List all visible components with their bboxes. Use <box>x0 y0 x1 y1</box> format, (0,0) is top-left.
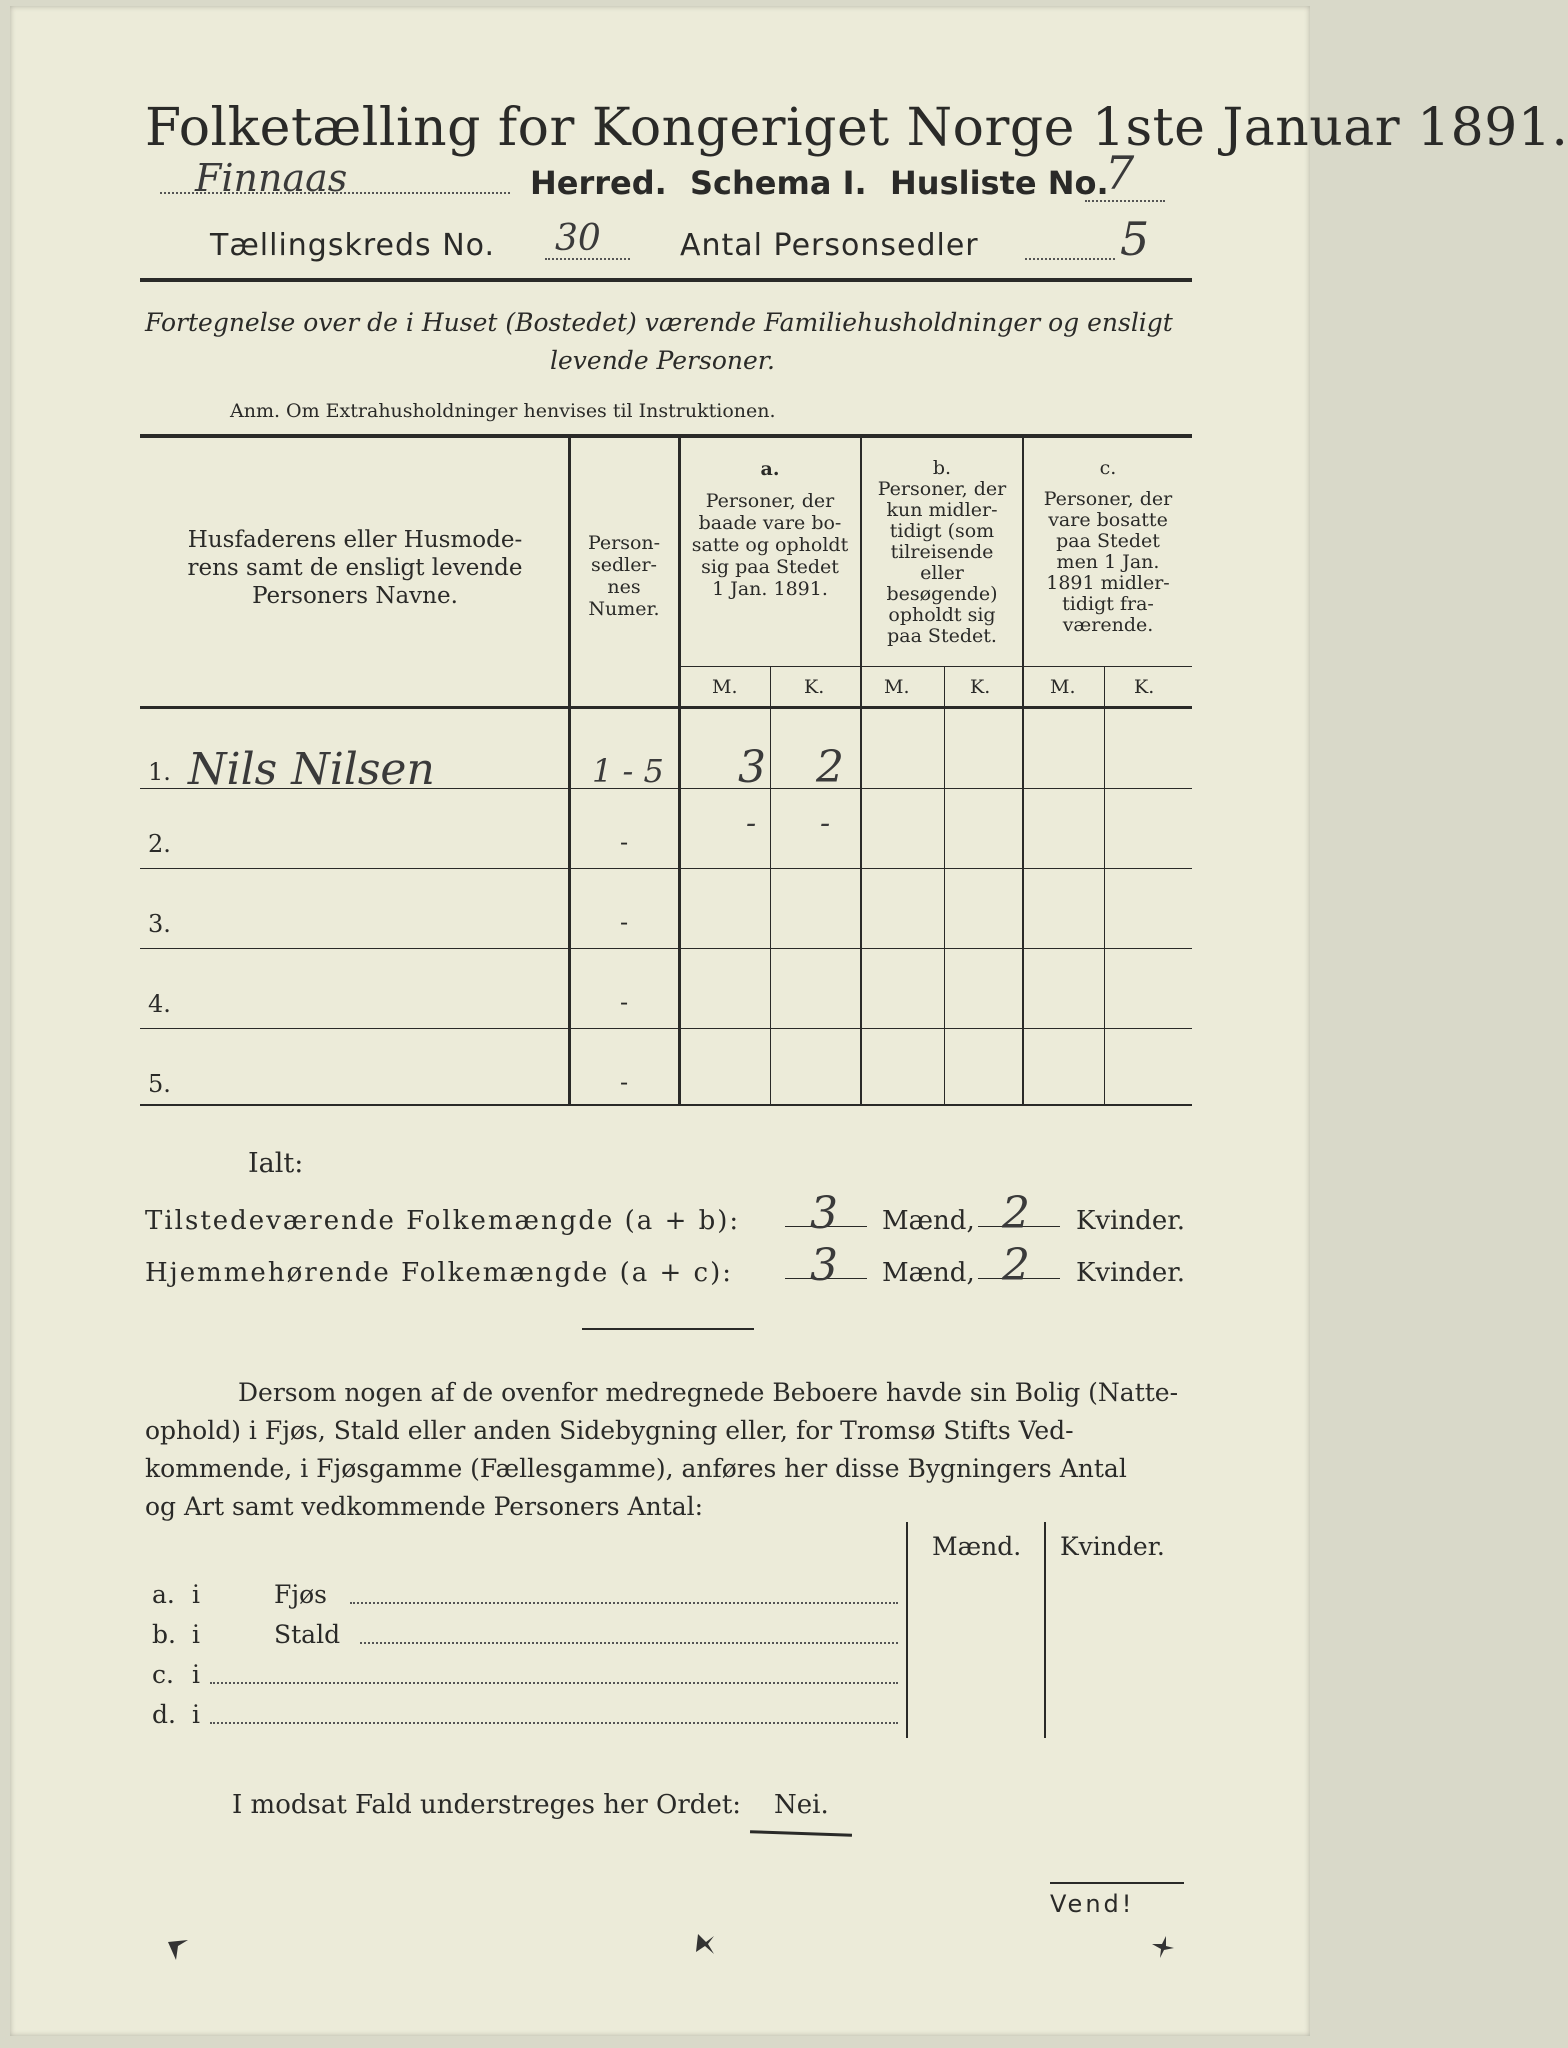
col-header-numer <box>572 532 676 620</box>
col-header-b-line: opholdt sig <box>888 604 996 626</box>
col-header-numer-line: sedler- <box>591 554 657 576</box>
buildings-maend-header: Mænd. <box>932 1532 1022 1561</box>
col-header-numer-line: Numer. <box>588 598 660 620</box>
col-divider-b <box>1022 438 1024 1104</box>
row-a-k: - <box>820 806 831 841</box>
building-i: i <box>192 1700 200 1729</box>
col-header-b-line: paa Stedet. <box>887 625 997 647</box>
building-letter: a. <box>152 1580 175 1609</box>
paragraph-line: kommende, i Fjøsgamme (Fællesgamme), anføres her disse Bygningers Antal <box>145 1454 1127 1483</box>
totals-line1-label: Tilstedeværende Folkemængde (a + b): <box>145 1206 741 1236</box>
ialt-label: Ialt: <box>248 1148 304 1179</box>
totals-line2-k: 2 <box>1002 1240 1030 1291</box>
col-header-names-line: rens samt de ensligt levende <box>187 555 523 581</box>
herred-value: Finnaas <box>195 156 348 200</box>
buildings-divider-right <box>1044 1522 1046 1738</box>
col-header-b-line: tidigt (som <box>889 520 995 542</box>
form-title: Folketælling for Kongeriget Norge 1ste Januar 1891. <box>145 98 1568 158</box>
building-dotted-line <box>210 1682 898 1684</box>
table-top-rule <box>140 434 1192 438</box>
col-header-b-line: besøgende) <box>886 583 998 605</box>
col-header-c-line: vare bosatte <box>1048 509 1168 531</box>
personsedler-dotted-line <box>1025 258 1115 260</box>
husliste-label: Husliste No. <box>890 164 1109 202</box>
paragraph-line: ophold) i Fjøs, Stald eller anden Sidebygning eller, for Tromsø Stifts Ved- <box>145 1416 1074 1445</box>
row-number: 4. <box>148 990 171 1018</box>
totals-maend: Mænd, <box>882 1206 975 1236</box>
row-rule <box>140 1028 1192 1029</box>
building-dotted-line <box>210 1722 898 1724</box>
row-numer: - <box>620 828 629 856</box>
kreds-value: 30 <box>555 218 601 259</box>
row-number: 2. <box>148 830 171 858</box>
header-rule <box>140 278 1192 282</box>
building-letter: b. <box>152 1620 176 1649</box>
col-header-a-line: satte og opholdt <box>691 534 849 556</box>
building-letter: d. <box>152 1700 176 1729</box>
col-header-c-line: tidigt fra- <box>1062 593 1154 615</box>
col-header-numer-line: Person- <box>587 532 661 554</box>
col-header-names <box>150 526 560 610</box>
table-bottom-rule <box>140 1104 1192 1106</box>
nei-line-text: I modsat Fald understreges her Ordet: <box>232 1790 742 1820</box>
totals-line2-m: 3 <box>810 1240 838 1291</box>
col-header-c-letter: c. <box>1099 457 1117 479</box>
husliste-dotted-line <box>1085 200 1165 202</box>
subtitle-line2: levende Personer. <box>550 346 775 375</box>
mk-label: M. <box>1050 676 1076 698</box>
totals-kvinder: Kvinder. <box>1076 1258 1186 1288</box>
kreds-label: Tællingskreds No. <box>210 228 495 263</box>
personsedler-label: Antal Personsedler <box>680 228 979 263</box>
personsedler-value: 5 <box>1120 212 1150 266</box>
row-numer: 1 - 5 <box>592 752 664 790</box>
anm-note: Anm. Om Extrahusholdninger henvises til Instruktionen. <box>230 400 776 422</box>
building-letter: c. <box>152 1660 174 1689</box>
nei-underline <box>750 1830 852 1837</box>
totals-line2-label: Hjemmehørende Folkemængde (a + c): <box>145 1258 733 1288</box>
mk-label: K. <box>970 676 991 698</box>
mk-label: K. <box>1134 676 1155 698</box>
nei-word: Nei. <box>774 1790 829 1820</box>
row-number: 1. <box>148 758 171 786</box>
totals-kvinder: Kvinder. <box>1076 1206 1186 1236</box>
mk-label: M. <box>884 676 910 698</box>
col-header-a-line: 1 Jan. 1891. <box>712 578 828 600</box>
col-header-a <box>682 458 858 600</box>
mk-label: M. <box>712 676 738 698</box>
totals-line1-k: 2 <box>1002 1188 1030 1239</box>
vend-rule <box>1050 1882 1184 1884</box>
mk-label: K. <box>804 676 825 698</box>
col-header-c-line: værende. <box>1062 614 1154 636</box>
row-rule <box>140 868 1192 869</box>
row-numer: - <box>620 908 629 936</box>
row-a-k: 2 <box>816 742 844 793</box>
row-name: Nils Nilsen <box>188 744 435 795</box>
col-header-numer-line: nes <box>607 576 641 598</box>
totals-line1-m: 3 <box>810 1188 838 1239</box>
building-i: i <box>192 1580 200 1609</box>
table-header-rule <box>140 706 1192 709</box>
registration-mark-icon <box>166 1938 190 1962</box>
buildings-divider-left <box>906 1522 908 1738</box>
paragraph-line: Dersom nogen af de ovenfor medregnede Beboere havde sin Bolig (Natte- <box>238 1378 1179 1407</box>
row-numer: - <box>620 1068 629 1096</box>
col-header-b-line: eller <box>920 562 964 584</box>
schema-label: Schema I. <box>690 164 867 202</box>
row-a-m: 3 <box>738 742 766 793</box>
col-header-a-line: Personer, der <box>705 490 835 512</box>
registration-mark-icon <box>694 1932 718 1956</box>
separator-rule <box>582 1328 754 1330</box>
building-name: Stald <box>274 1620 341 1649</box>
col-header-c-line: 1891 midler- <box>1046 572 1170 594</box>
col-divider-a-mk <box>770 666 771 1104</box>
paragraph-line: og Art samt vedkommende Personers Antal: <box>145 1492 704 1521</box>
row-numer: - <box>620 988 629 1016</box>
col-header-b-line: tilreisende <box>890 541 994 563</box>
col-divider-a <box>860 438 862 1104</box>
col-header-b-line: kun midler- <box>886 499 998 521</box>
row-number: 5. <box>148 1070 171 1098</box>
col-header-a-letter: a. <box>760 458 780 480</box>
building-i: i <box>192 1660 200 1689</box>
col-header-c-line: men 1 Jan. <box>1056 551 1160 573</box>
col-header-a-line: sig paa Stedet <box>701 556 839 578</box>
building-name: Fjøs <box>274 1580 327 1609</box>
col-header-c <box>1026 458 1190 636</box>
col-divider-b-mk <box>944 666 945 1104</box>
col-divider-numer <box>678 438 681 1104</box>
col-header-c-line: Personer, der <box>1043 488 1173 510</box>
building-i: i <box>192 1620 200 1649</box>
buildings-kvinder-header: Kvinder. <box>1060 1532 1165 1561</box>
building-dotted-line <box>350 1602 898 1604</box>
vend-label: Vend! <box>1050 1890 1135 1918</box>
col-header-b-line: Personer, der <box>877 478 1007 500</box>
col-header-b-letter: b. <box>932 457 952 479</box>
row-number: 3. <box>148 910 171 938</box>
col-divider-names <box>568 438 571 1104</box>
col-header-names-line: Personers Navne. <box>252 583 458 609</box>
census-form-page <box>10 6 1568 2036</box>
col-header-c-line: paa Stedet <box>1056 530 1160 552</box>
row-rule <box>140 948 1192 949</box>
col-header-names-line: Husfaderens eller Husmode- <box>187 527 523 553</box>
col-divider-c-mk <box>1104 666 1105 1104</box>
husliste-value: 7 <box>1105 146 1135 200</box>
registration-mark-icon <box>1150 1934 1176 1960</box>
col-header-a-line: baade vare bo- <box>698 512 842 534</box>
mk-rule <box>681 666 1192 667</box>
col-header-b <box>864 458 1020 647</box>
row-a-m: - <box>746 806 757 841</box>
herred-label: Herred. <box>530 164 667 202</box>
subtitle-line1: Fortegnelse over de i Huset (Bostedet) værende Familiehusholdninger og ensligt <box>145 308 1173 337</box>
building-dotted-line <box>360 1642 898 1644</box>
totals-maend: Mænd, <box>882 1258 975 1288</box>
